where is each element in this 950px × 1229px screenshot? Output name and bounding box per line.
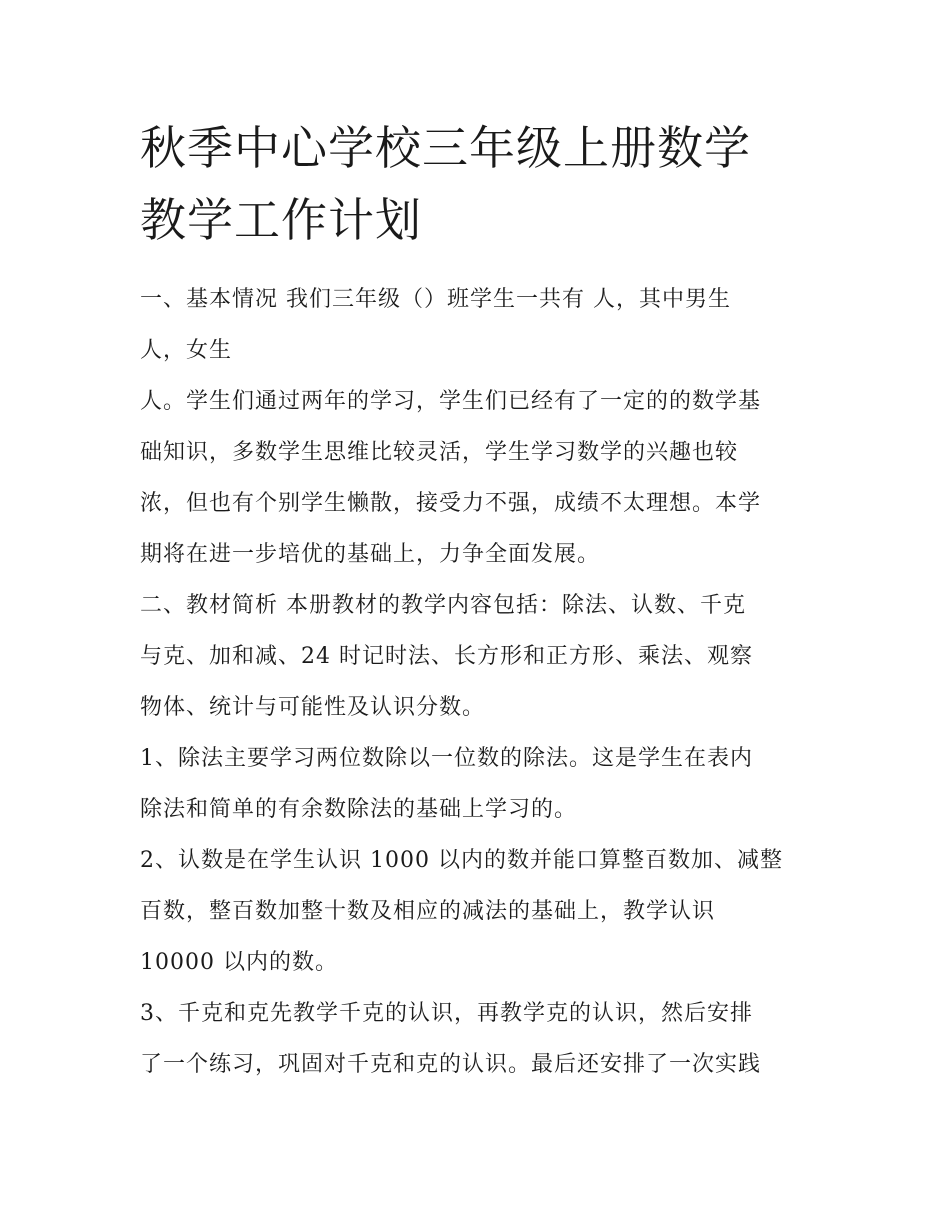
body-line: 1、除法主要学习两位数除以一位数的除法。这是学生在表内: [140, 746, 753, 771]
body-line: 础知识，多数学生思维比较灵活，学生学习数学的兴趣也较: [140, 440, 739, 465]
body-line: 百数，整百数加整十数及相应的减法的基础上，教学认识: [140, 899, 716, 924]
body-line: 二、教材简析 本册教材的教学内容包括：除法、认数、千克: [140, 593, 746, 618]
body-line: 人，女生: [140, 338, 233, 363]
title-line-1: 秋季中心学校三年级上册数学: [140, 121, 751, 175]
body-line: 2、认数是在学生认识 1000 以内的数并能口算整百数加、减整: [140, 848, 783, 873]
body-line: 3、千克和克先教学千克的认识，再教学克的认识，然后安排: [140, 1001, 753, 1026]
body-line: 与克、加和减、24 时记时法、长方形和正方形、乘法、观察: [140, 644, 753, 669]
body-line: 人。学生们通过两年的学习，学生们已经有了一定的的数学基: [140, 389, 762, 414]
body-line: 物体、统计与可能性及认识分数。: [140, 695, 486, 720]
title-line-2: 教学工作计划: [140, 193, 422, 247]
document-title: [140, 112, 840, 256]
body-line: 一、基本情况 我们三年级（）班学生一共有 人，其中男生: [140, 287, 731, 312]
body-line: 浓，但也有个别学生懒散，接受力不强，成绩不太理想。本学: [140, 491, 762, 516]
document-body: [140, 274, 820, 1090]
body-line: 期将在进一步培优的基础上，力争全面发展。: [140, 542, 601, 567]
body-line: 除法和简单的有余数除法的基础上学习的。: [140, 797, 578, 822]
body-line: 10000 以内的数。: [140, 950, 338, 975]
body-line: 了一个练习，巩固对千克和克的认识。最后还安排了一次实践: [140, 1052, 762, 1077]
